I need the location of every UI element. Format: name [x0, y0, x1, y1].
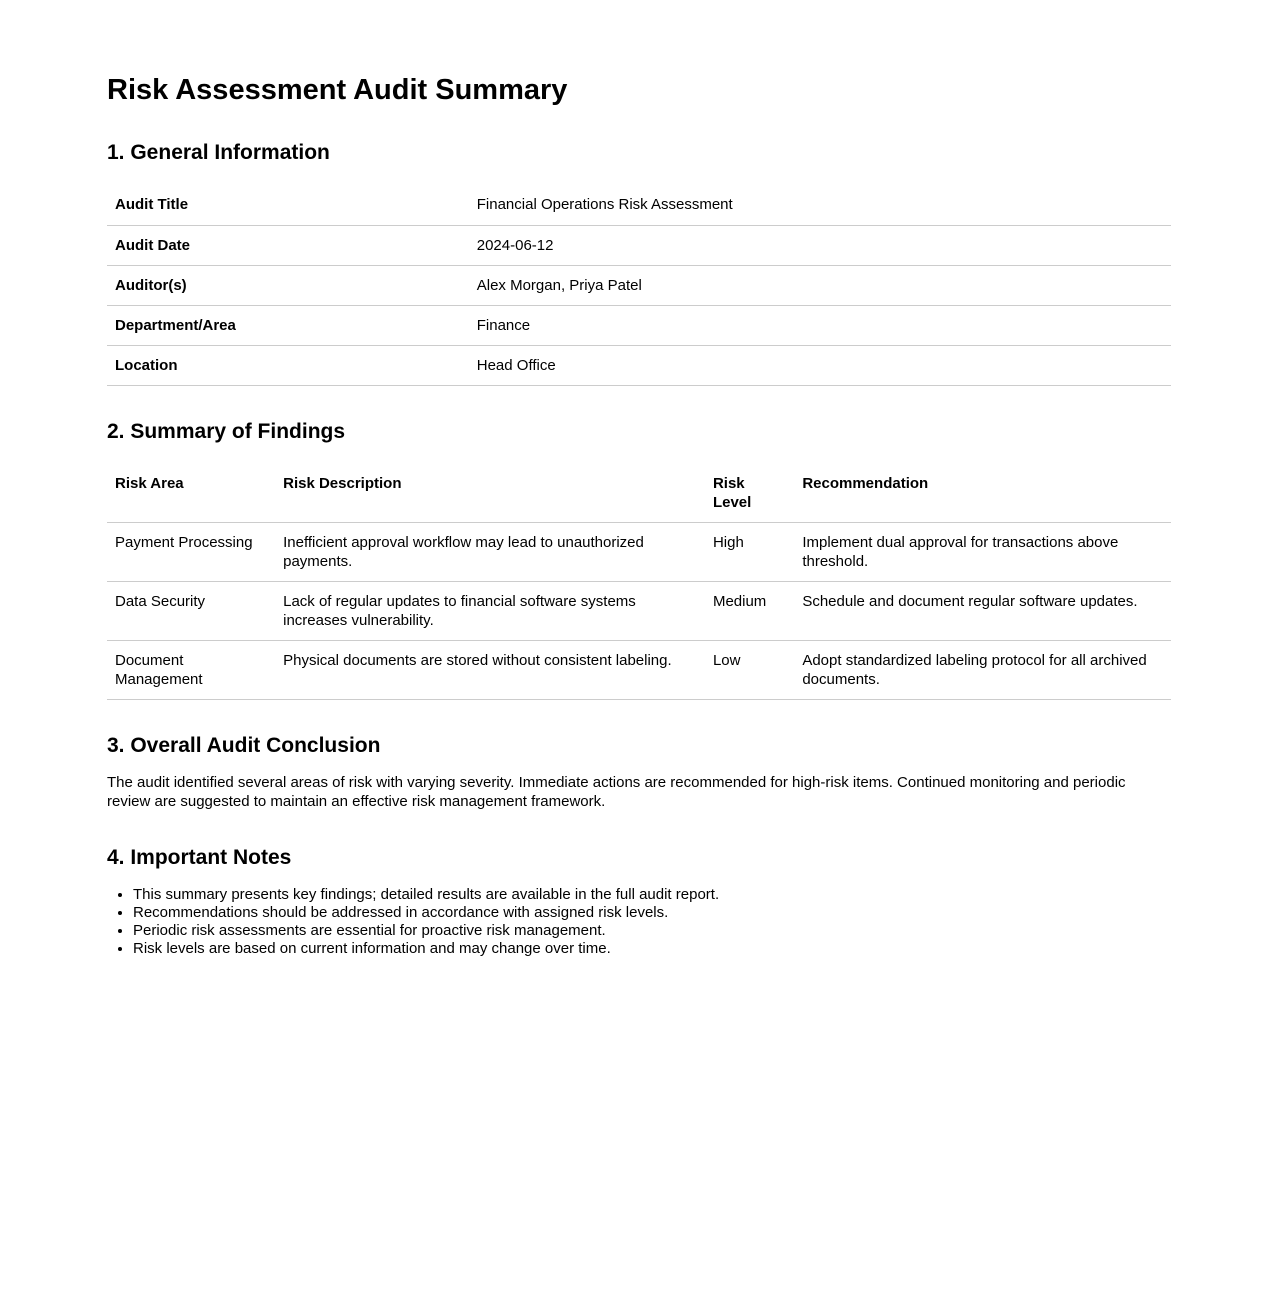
table-row [107, 185, 1171, 225]
table-row [107, 641, 1171, 700]
section-heading-summary-of-findings: 2. Summary of Findings [107, 419, 346, 443]
info-value: Finance [469, 305, 1171, 345]
list-item: • This summary presents key findings; detailed results are available in the full audit report. [133, 886, 1171, 904]
column-header-recommendation: Recommendation [794, 464, 1171, 523]
finding-recommendation: Implement dual approval for transactions above threshold. [794, 522, 1171, 581]
info-value: Financial Operations Risk Assessment [469, 185, 1171, 225]
finding-risk-level: High [705, 522, 794, 581]
finding-recommendation: Schedule and document regular software updates. [794, 582, 1171, 641]
info-label: Audit Date [107, 225, 469, 265]
section-heading-overall-audit-conclusion: 3. Overall Audit Conclusion [107, 734, 381, 758]
finding-risk-area: Data Security [107, 582, 275, 641]
table-row [107, 345, 1171, 385]
info-value: Head Office [469, 345, 1171, 385]
page-title: Risk Assessment Audit Summary [107, 74, 568, 106]
info-label: Location [107, 345, 469, 385]
finding-risk-area: Document Management [107, 641, 275, 700]
column-header-risk-description: Risk Description [275, 464, 705, 523]
info-label: Auditor(s) [107, 265, 469, 305]
table-row [107, 265, 1171, 305]
finding-risk-level: Low [705, 641, 794, 700]
finding-risk-description: Lack of regular updates to financial software systems increases vulnerability. [275, 582, 705, 641]
info-value: 2024-06-12 [469, 225, 1171, 265]
table-row [107, 225, 1171, 265]
finding-risk-description: Physical documents are stored without consistent labeling. [275, 641, 705, 700]
finding-risk-level: Medium [705, 582, 794, 641]
info-value: Alex Morgan, Priya Patel [469, 265, 1171, 305]
list-item: • Recommendations should be addressed in accordance with assigned risk levels. [133, 904, 1171, 922]
column-header-risk-area: Risk Area [107, 464, 275, 523]
list-item: • Risk levels are based on current information and may change over time. [133, 940, 1171, 958]
important-notes-list [107, 886, 1171, 958]
general-information-table [107, 185, 1171, 385]
finding-risk-description: Inefficient approval workflow may lead to unauthorized payments. [275, 522, 705, 581]
findings-table [107, 464, 1171, 700]
table-row [107, 582, 1171, 641]
list-item: • Periodic risk assessments are essential for proactive risk management. [133, 922, 1171, 940]
section-heading-general-information: 1. General Information [107, 141, 330, 165]
conclusion-paragraph: The audit identified several areas of risk with varying severity. Immediate actions are recommended for high-risk items. Continued monitoring and periodic review are suggested to maintain an effective risk management framework. [107, 774, 1126, 811]
info-label: Department/Area [107, 305, 469, 345]
table-row [107, 522, 1171, 581]
table-header-row [107, 464, 1171, 523]
section-heading-important-notes: 4. Important Notes [107, 845, 292, 869]
table-row [107, 305, 1171, 345]
column-header-risk-level: Risk Level [705, 464, 794, 523]
finding-recommendation: Adopt standardized labeling protocol for all archived documents. [794, 641, 1171, 700]
info-label: Audit Title [107, 185, 469, 225]
finding-risk-area: Payment Processing [107, 522, 275, 581]
